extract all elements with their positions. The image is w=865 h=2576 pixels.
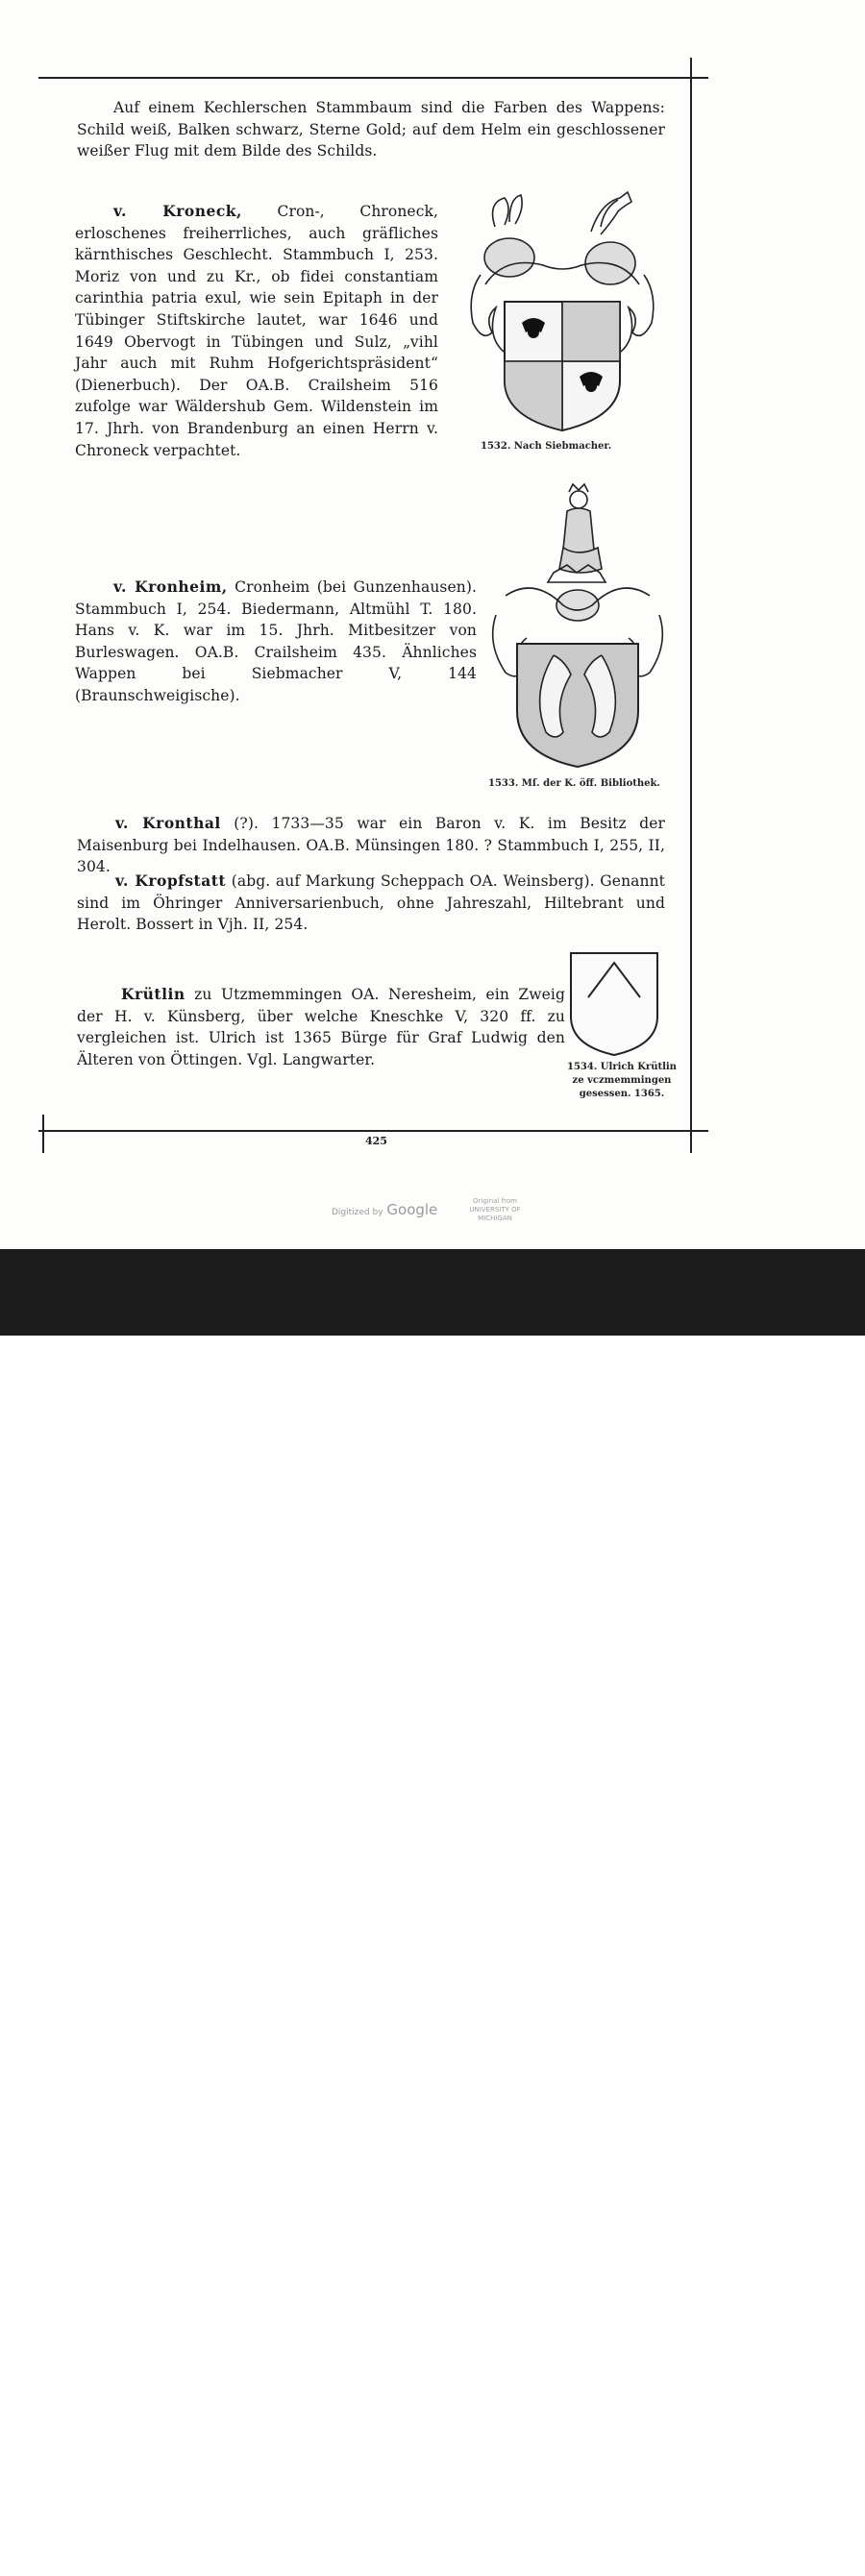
entry-kruetlin-name: Krütlin (121, 985, 185, 1003)
entry-kronheim-name: v. Kronheim, (113, 577, 228, 596)
google-brand: Google (386, 1201, 438, 1218)
intro-text: Auf einem Kechlerschen Stammbaum sind die Farben des Wappens: Schild weiß, Balken schwarz, Sterne Gold; auf dem Helm ein geschlossener weißer Flug mit dem Bilde des Schilds. (77, 99, 665, 160)
right-vertical-rule (690, 58, 692, 1153)
original-from-michigan (452, 1197, 538, 1223)
entry-kruetlin-text: zu Utzmemmingen OA. Neresheim, ein Zweig der H. v. Künsberg, über welche Kneschke V, 320 ff. zu vergleichen ist. Ulrich ist 1365 Bürge für Graf Ludwig den Älteren von Öttingen. Vgl. Langwarter. (77, 986, 565, 1068)
entry-kroneck-text: Cron-, Chroneck, erloschenes freiherrliches, auch gräfliches kärnthisches Geschlecht. Stammbuch I, 253. Moriz von und zu Kr., ob fidei constantiam carinthia patria exul, wie sein Epitaph in der Tübinger Stiftskirche lautet, war 1646 und 1649 Obervogt in Tübingen und Sulz, „vihl Jahr auch mit Ruhm Hofgerichtspräsident“ (Dienerbuch). Der OA.B. Crailsheim 516 zufolge war Wäldershub Gem. Wildenstein im 17. Jhrh. von Brandenburg an einen Herrn v. Chroneck verpachtet. (75, 203, 439, 459)
coat-of-arms-1533-illustration (486, 480, 669, 771)
original-line1: Original from (473, 1197, 517, 1205)
watermark-band (0, 1249, 865, 2576)
entry-kroneck (75, 201, 438, 461)
entry-kropfstatt (77, 871, 665, 936)
entry-kropfstatt-text: (abg. auf Markung Scheppach OA. Weinsberg). Genannt sind im Öhringer Anniversarienbuch, ohne Jahreszahl, Hiltebrant und Herolt. Bossert in Vjh. II, 254. (77, 872, 665, 934)
page-number: 425 (365, 1135, 387, 1147)
book-page (0, 0, 865, 1249)
alamy-logo: alamy (21, 2506, 192, 2566)
figure-1532-caption: 1532. Nach Siebmacher. (481, 441, 612, 452)
coat-of-arms-1534-illustration (567, 949, 661, 1059)
digitized-by-google (332, 1201, 437, 1218)
figure-1533-caption: 1533. Mſ. der K. öff. Bibliothek. (488, 778, 660, 789)
digitized-prefix: Digitized by (332, 1208, 383, 1217)
coat-of-arms-1532-illustration (466, 188, 658, 436)
figure-1534-caption: 1534. Ulrich Krütlin ze vczmemmingen gesessen. 1365. (567, 1062, 677, 1099)
entry-kruetlin (77, 984, 565, 1070)
intro-paragraph (77, 97, 665, 162)
alamy-url: www.alamy.com (682, 2562, 783, 2576)
left-rule-stub (42, 1115, 44, 1153)
entry-kronheim-text: Cronheim (bei Gunzenhausen). Stammbuch I, 254. Biedermann, Altmühl T. 180. Hans v. K. war im 15. Jhrh. Mitbesitzer von Burleswagen. OA.B. Crailsheim 435. Ähnliches Wappen bei Siebmacher V, 144 (Braunschweigische). (75, 578, 478, 704)
entry-kronheim (75, 577, 477, 707)
entry-kropfstatt-name: v. Kropfstatt (115, 871, 227, 890)
entry-kronthal-text: (?). 1733—35 war ein Baron v. K. im Besitz der Maisenburg bei Indelhausen. OA.B. Münsingen 180. ? Stammbuch I, 255, II, 304. (77, 815, 665, 876)
image-id: PCHANH (730, 2505, 784, 2519)
top-rule (38, 77, 708, 79)
entry-kronthal-name: v. Kronthal (115, 814, 221, 832)
bottom-rule (38, 1130, 708, 1132)
original-line2: UNIVERSITY OF MICHIGAN (469, 1206, 521, 1222)
entry-kronthal (77, 813, 665, 878)
entry-kroneck-name: v. Kroneck, (113, 202, 242, 220)
